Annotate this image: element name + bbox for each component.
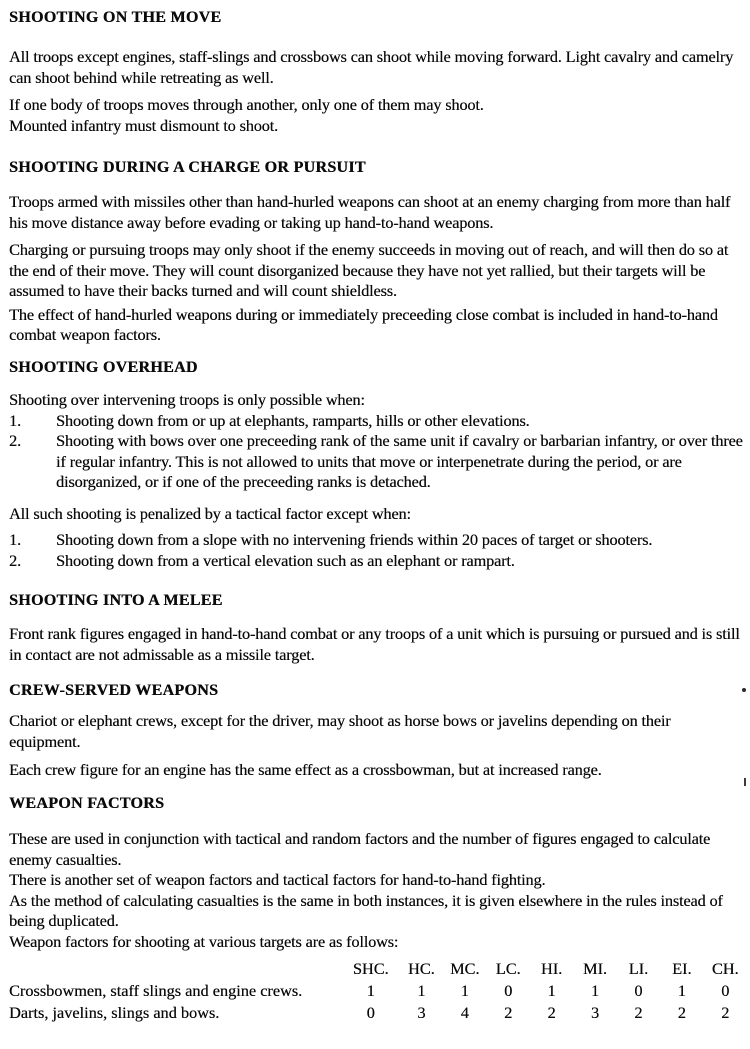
table-row	[9, 980, 747, 1002]
table-row	[9, 1002, 747, 1024]
table-cell: 0	[721, 981, 730, 1000]
table-cell: 3	[417, 1003, 426, 1022]
weapon-factors-table	[9, 958, 747, 1024]
table-cell: 1	[590, 981, 600, 1000]
list-item-text: Shooting with bows over one preceeding rank of the same unit if cavalry or barbarian infantry, or over three if regular infantry. This is not allowed to units that move or interpenetrate during the period, or are disorganized, or if one of the preceeding ranks is detached.	[56, 431, 743, 491]
list-item-number: 1.	[9, 530, 21, 549]
section-crew-served-weapons	[9, 681, 744, 781]
paragraph: These are used in conjunction with tactical and random factors and the number of figures engaged to calculate enemy casualties.	[9, 829, 711, 869]
paragraph: Each crew figure for an engine has the same effect as a crossbowman, but at increased range.	[9, 760, 602, 779]
table-header: HI.	[540, 959, 563, 978]
table-cell: 1	[460, 981, 469, 1000]
weapon-factors-table-section	[9, 958, 744, 1024]
table-header: CH.	[711, 959, 739, 978]
section-heading: SHOOTING OVERHEAD	[9, 359, 198, 376]
section-shooting-overhead	[9, 358, 744, 571]
list-item	[9, 551, 744, 572]
table-header: SHC.	[352, 959, 389, 978]
paragraph: There is another set of weapon factors and tactical factors for hand-to-hand fighting.	[9, 870, 546, 889]
paragraph: The effect of hand-hurled weapons during or immediately preceeding close combat is included in hand-to-hand combat weapon factors.	[9, 304, 718, 344]
table-header: EI.	[672, 959, 692, 978]
section-heading: WEAPON FACTORS	[9, 795, 165, 812]
table-row-label: Darts, javelins, slings and bows.	[9, 1003, 220, 1022]
table-cell: 2	[504, 1003, 513, 1022]
scan-artifact-tick	[744, 778, 746, 786]
list-item-text: Shooting down from a slope with no intervening friends within 20 paces of target or shooters.	[56, 530, 653, 549]
list-intro: Shooting over intervening troops is only possible when:	[9, 390, 365, 409]
section-heading: SHOOTING ON THE MOVE	[9, 9, 222, 26]
paragraph: As the method of calculating casualties is the same in both instances, it is given elsewhere in the rules instead of being duplicated.	[9, 890, 723, 930]
paragraph: All troops except engines, staff-slings and crossbows can shoot while moving forward. Light cavalry and camelry can shoot behind while retreating as well.	[9, 47, 734, 87]
table-cell: 0	[504, 981, 513, 1000]
table-cell: 1	[547, 981, 556, 1000]
paragraph: Weapon factors for shooting at various targets are as follows:	[9, 931, 399, 951]
table-cell: 1	[677, 981, 686, 1000]
table-header-row	[9, 958, 747, 980]
paragraph: If one body of troops moves through another, only one of them may shoot.	[9, 95, 484, 114]
table-cell: 3	[590, 1003, 600, 1022]
list-item-number: 2.	[9, 550, 21, 570]
table-cell: 4	[460, 1003, 469, 1022]
list-item	[9, 431, 744, 493]
table-cell: 2	[721, 1003, 730, 1022]
table-row-label: Crossbowmen, staff slings and engine crews.	[9, 981, 303, 1000]
list-item	[9, 411, 744, 432]
table-cell: 2	[634, 1003, 643, 1022]
paragraph: Chariot or elephant crews, except for the driver, may shoot as horse bows or javelins depending on their equipment.	[9, 711, 671, 751]
paragraph: Front rank figures engaged in hand-to-hand combat or any troops of a unit which is pursuing or pursued and is still in contact are not admissable as a missile target.	[9, 624, 740, 664]
paragraph: Mounted infantry must dismount to shoot.	[9, 115, 278, 135]
table-cell: 1	[366, 981, 375, 1000]
table-header: HC.	[408, 959, 435, 978]
section-weapon-factors	[9, 794, 744, 952]
list-item-text: Shooting down from or up at elephants, ramparts, hills or other elevations.	[56, 410, 530, 430]
list-intro: All such shooting is penalized by a tactical factor except when:	[9, 503, 411, 523]
list-item-number: 2.	[9, 431, 21, 450]
table-cell: 2	[677, 1003, 686, 1022]
section-heading: SHOOTING INTO A MELEE	[9, 592, 223, 609]
table-header: MI.	[583, 959, 607, 978]
paragraph: Charging or pursuing troops may only shoot if the enemy succeeds in moving out of reach, and will then do so at the end of their move. They will count disorganized because they have not yet rallied, but their targets will be assumed to have their backs turned and will count shieldless.	[9, 240, 729, 300]
list-item-text: Shooting down from a vertical elevation such as an elephant or rampart.	[56, 550, 515, 570]
section-shooting-on-the-move	[9, 8, 744, 136]
table-header: LC.	[495, 959, 521, 978]
table-cell: 1	[417, 981, 426, 1000]
table-cell: 0	[366, 1003, 375, 1022]
section-shooting-during-charge-or-pursuit	[9, 158, 744, 346]
table-header: LI.	[628, 959, 649, 978]
table-header-blank	[9, 958, 342, 980]
section-heading: CREW-SERVED WEAPONS	[9, 682, 219, 699]
section-heading: SHOOTING DURING A CHARGE OR PURSUIT	[9, 159, 366, 176]
list-item-number: 1.	[9, 410, 21, 430]
table-header: MC.	[450, 959, 480, 978]
table-cell: 2	[547, 1003, 556, 1022]
list-item	[9, 530, 744, 551]
table-cell: 0	[634, 981, 643, 1000]
section-shooting-into-a-melee	[9, 591, 744, 665]
scan-artifact-dot	[742, 688, 746, 692]
paragraph: Troops armed with missiles other than hand-hurled weapons can shoot at an enemy charging from more than half his move distance away before evading or taking up hand-to-hand weapons.	[9, 192, 731, 232]
